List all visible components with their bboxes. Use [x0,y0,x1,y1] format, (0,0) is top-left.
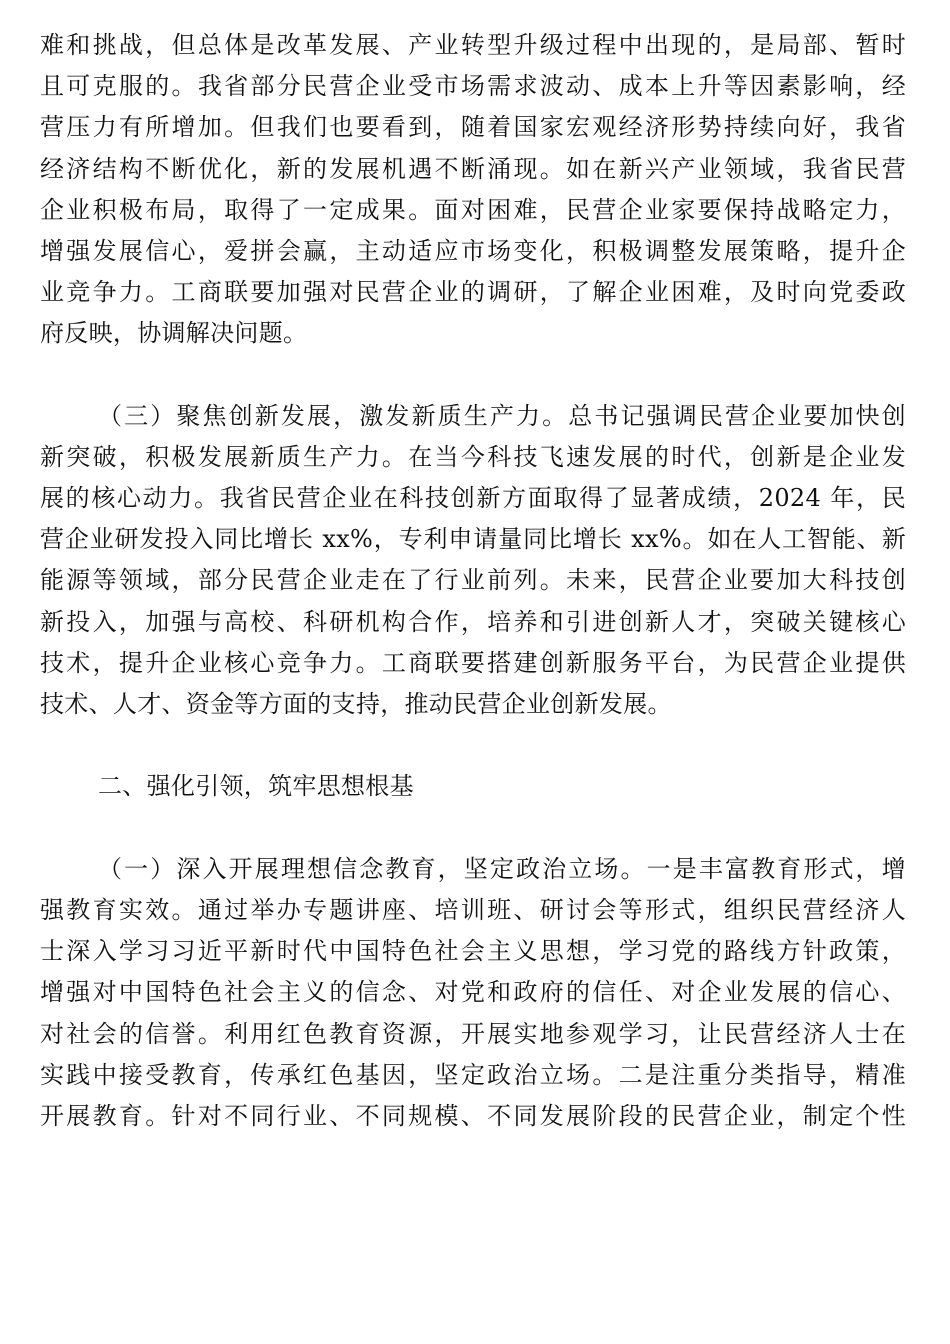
text-line: 能源等领域，部分民营企业走在了行业前列。未来，民营企业要加大科技创 [40,566,906,595]
text-line: 开展教育。针对不同行业、不同规模、不同发展阶段的民营企业，制定个性 [40,1101,906,1130]
text-line: 技术，提升企业核心竞争力。工商联要搭建创新服务平台，为民营企业提供 [40,648,906,677]
text-line: 营压力有所增加。但我们也要看到，随着国家宏观经济形势持续向好，我省 [40,113,906,142]
text-line: （三）聚焦创新发展，激发新质生产力。总书记强调民营企业要加快创 [98,401,906,430]
text-line: （一）深入开展理想信念教育，坚定政治立场。一是丰富教育形式，增 [98,854,906,883]
text-line: 府反映，协调解决问题。 [40,319,308,348]
text-line: 难和挑战，但总体是改革发展、产业转型升级过程中出现的，是局部、暂时 [40,31,906,59]
text-line: 业竞争力。工商联要加强对民营企业的调研，了解企业困难，及时向党委政 [40,278,906,307]
section-heading [40,766,906,807]
paragraph-spacer [40,725,906,766]
text-line: 强教育实效。通过举办专题讲座、培训班、研讨会等形式，组织民营经济人 [40,895,906,924]
paragraph-1 [40,25,906,355]
paragraph-spacer [40,808,906,849]
text-line: 且可克服的。我省部分民营企业受市场需求波动、成本上升等因素影响，经 [40,72,906,101]
text-line: 展的核心动力。我省民营企业在科技创新方面取得了显著成绩，2024 年，民 [40,484,906,513]
text-line: 士深入学习习近平新时代中国特色社会主义思想，学习党的路线方针政策， [40,937,906,966]
text-line: 增强发展信心，爱拼会赢，主动适应市场变化，积极调整发展策略，提升企 [40,236,906,265]
text-line: 对社会的信誉。利用红色教育资源，开展实地参观学习，让民营经济人士在 [40,1019,906,1048]
text-line: 实践中接受教育，传承红色基因，坚定政治立场。二是注重分类指导，精准 [40,1060,906,1089]
paragraph-3 [40,849,906,1137]
text-line: 新突破，积极发展新质生产力。在当今科技飞速发展的时代，创新是企业发 [40,442,906,471]
document-page [40,25,906,1335]
text-line: 营企业研发投入同比增长 xx%，专利申请量同比增长 xx%。如在人工智能、新 [40,525,906,554]
text-line: 增强对中国特色社会主义的信念、对党和政府的信任、对企业发展的信心、 [40,978,906,1007]
text-line: 新投入，加强与高校、科研机构合作，培养和引进创新人才，突破关键核心 [40,607,906,636]
heading-line: 二、强化引领，筑牢思想根基 [98,772,414,801]
paragraph-2 [40,396,906,726]
text-line: 企业积极布局，取得了一定成果。面对困难，民营企业家要保持战略定力， [40,195,906,224]
text-line: 经济结构不断优化，新的发展机遇不断涌现。如在新兴产业领域，我省民营 [40,154,906,183]
paragraph-spacer [40,355,906,396]
text-line: 技术、人才、资金等方面的支持，推动民营企业创新发展。 [40,690,672,718]
